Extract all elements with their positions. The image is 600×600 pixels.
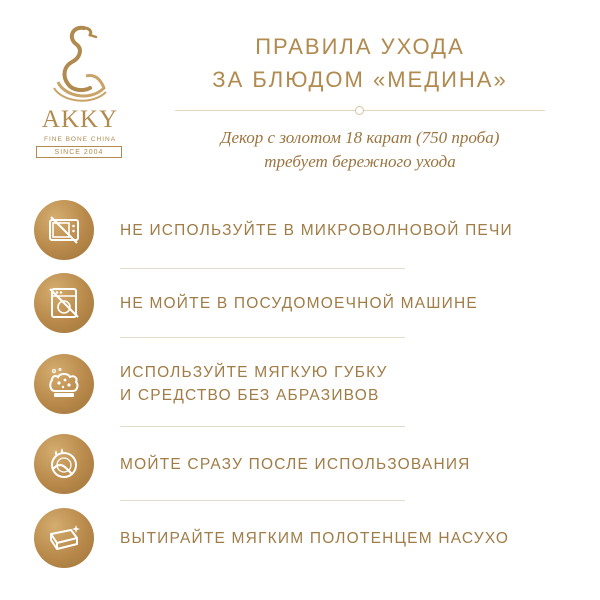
rule-badge: [34, 434, 94, 494]
no-microwave-icon: [46, 212, 82, 248]
rule-text: ИСПОЛЬЗУЙТЕ МЯГКУЮ ГУБКУ И СРЕДСТВО БЕЗ АБРАЗИВОВ: [120, 364, 388, 404]
page-subtitle: [160, 126, 560, 174]
rule-text: НЕ ИСПОЛЬЗУЙТЕ В МИКРОВОЛНОВОЙ ПЕЧИ: [120, 221, 513, 239]
subtitle-line-2: требует бережного ухода: [264, 152, 456, 171]
care-rule-wash-immediately: [34, 434, 574, 494]
rule-text: МОЙТЕ СРАЗУ ПОСЛЕ ИСПОЛЬЗОВАНИЯ: [120, 455, 471, 473]
title-line-2: ЗА БЛЮДОМ «МЕДИНА»: [212, 67, 508, 92]
hand-washing-icon: [46, 446, 82, 482]
brand-tagline: FINE BONE CHINA: [43, 136, 117, 143]
since-badge: SINCE 2004: [36, 146, 122, 158]
care-rule-sponge: [34, 354, 574, 414]
rule-text: НЕ МОЙТЕ В ПОСУДОМОЕЧНОЙ МАШИНЕ: [120, 294, 478, 312]
swan-logo-icon: [50, 22, 110, 104]
soft-towel-icon: [46, 520, 82, 556]
brand-name: AKKY: [41, 106, 119, 133]
rule-text: ВЫТИРАЙТЕ МЯГКИМ ПОЛОТЕНЦЕМ НАСУХО: [120, 529, 510, 547]
subtitle-line-1: Декор с золотом 18 карат (750 проба): [220, 128, 500, 147]
no-dishwasher-icon: [46, 285, 82, 321]
rule-separator: [120, 268, 405, 269]
brand-logo: [28, 22, 132, 162]
rule-separator: [120, 500, 405, 501]
divider-ornament: [355, 106, 364, 115]
rule-badge: [34, 273, 94, 333]
rule-badge: [34, 200, 94, 260]
page-title: [170, 30, 550, 96]
rule-badge: [34, 354, 94, 414]
care-rule-towel-dry: [34, 508, 574, 568]
rule-separator: [120, 426, 405, 427]
rule-separator: [120, 337, 405, 338]
title-line-1: ПРАВИЛА УХОДА: [255, 34, 465, 59]
sponge-icon: [46, 366, 82, 402]
rule-badge: [34, 508, 94, 568]
care-rule-microwave: [34, 200, 574, 260]
care-rule-dishwasher: [34, 273, 574, 333]
